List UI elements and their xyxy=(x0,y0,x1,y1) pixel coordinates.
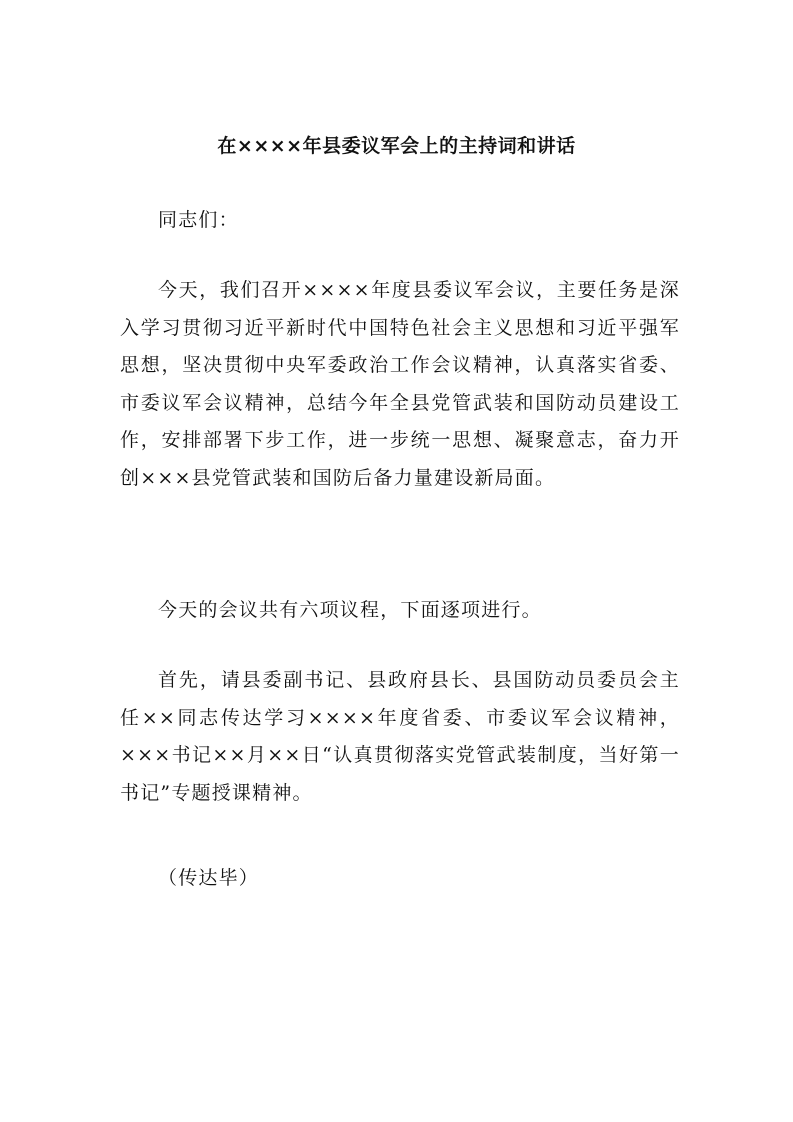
paragraph-intro: 今天，我们召开××××年度县委议军会议，主要任务是深入学习贯彻习近平新时代中国特色社会主义思想和习近平强军思想，坚决贯彻中央军委政治工作会议精神，认真落实省委、市委议军会议精神，总结今年全县党管武装和国防动员建设工作，安排部署下步工作，进一步统一思想、凝聚意志，奋力开创×××县党管武装和国防后备力量建设新局面。 xyxy=(120,279,680,489)
paragraph-note: （传达毕） xyxy=(158,867,260,889)
greeting: 同志们： xyxy=(158,209,239,231)
paragraph-agenda: 今天的会议共有六项议程，下面逐项进行。 xyxy=(158,599,542,621)
paragraph-first-item: 首先，请县委副书记、县政府县长、县国防动员委员会主任××同志传达学习××××年度省委、市委议军会议精神，×××书记××月××日“认真贯彻落实党管武装制度，当好第一书记”专题授课精神。 xyxy=(120,669,680,804)
document-title: 在××××年县委议军会上的主持词和讲话 xyxy=(217,135,576,157)
